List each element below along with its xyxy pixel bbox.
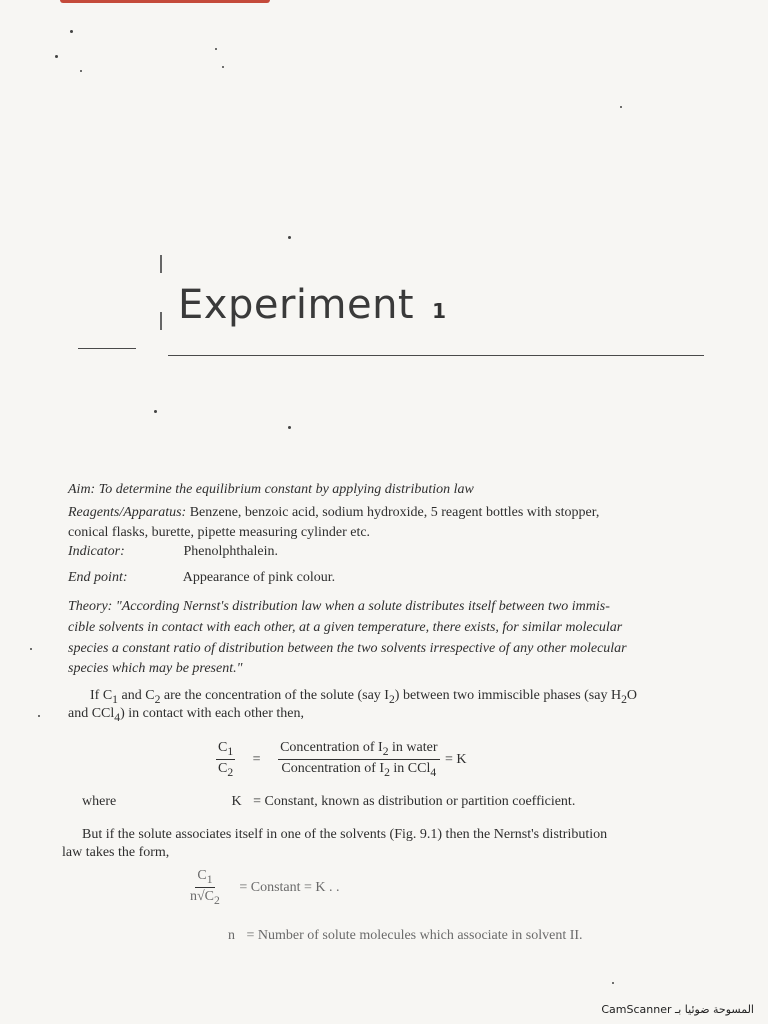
end-point-line bbox=[68, 570, 335, 586]
scan-speck bbox=[80, 70, 82, 72]
reagents-line-1 bbox=[68, 505, 599, 521]
scan-speck bbox=[38, 715, 40, 717]
scan-speck bbox=[30, 648, 32, 650]
experiment-heading bbox=[178, 282, 446, 328]
where-definition: = Constant, known as distribution or partition coefficient. bbox=[253, 794, 576, 809]
paragraph-1-line-1: If $C_1$ and $C_2$ are the concentration of the solute (say $I_2$) between two immiscible phases (say $H_2O$ bbox=[90, 688, 638, 706]
theory-text-1: "According Nernst's distribution law when a solute distributes itself between two immis- bbox=[115, 599, 610, 614]
scan-speck bbox=[288, 426, 291, 429]
scan-speck bbox=[154, 410, 157, 413]
concentration-fraction: $\frac{Concentration of I_2 in water}{Concentration of I_2 in CCl_4}$ bbox=[280, 740, 438, 779]
where-n-definition: = Number of solute molecules which associate in solvent II. bbox=[246, 928, 583, 943]
scan-speck bbox=[612, 982, 614, 984]
reagents-text-1: Benzene, benzoic acid, sodium hydroxide, 5 reagent bottles with stopper, bbox=[189, 505, 600, 520]
aim-text: To determine the equilibrium constant by applying distribution law bbox=[98, 482, 474, 497]
experiment-number: 1 bbox=[432, 299, 447, 323]
theory-line-1 bbox=[68, 599, 610, 615]
theory-label: Theory: bbox=[68, 599, 113, 614]
theory-line-2: cible solvents in contact with each other, at a given temperature, there exists, for similar molecular bbox=[68, 620, 623, 635]
page-title: Experiment bbox=[178, 282, 415, 328]
indicator-value: Phenolphthalein. bbox=[183, 544, 278, 559]
concentration-ratio: $\frac{C_1}{C_2}$ bbox=[218, 740, 234, 779]
where-n-symbol: n bbox=[228, 928, 235, 943]
theory-line-4: species which may be present." bbox=[68, 661, 243, 676]
heading-rule-short bbox=[78, 348, 136, 349]
association-fraction: $\frac{C_1}{n√C_2}$ bbox=[190, 868, 220, 907]
reagents-line-2 bbox=[68, 525, 370, 541]
reagents-label: Reagents/Apparatus: bbox=[68, 505, 187, 520]
equation-result: = K bbox=[445, 751, 467, 767]
association-result: = Constant = K . . bbox=[239, 879, 340, 895]
aim-label: Aim: bbox=[68, 482, 96, 497]
end-point-value: Appearance of pink colour. bbox=[182, 570, 336, 585]
scan-mark-vertical bbox=[160, 312, 162, 330]
where-label: where bbox=[82, 794, 117, 809]
paragraph-2-line-2: law takes the form, bbox=[62, 845, 170, 860]
aim-line bbox=[68, 482, 474, 498]
theory-line-3: species a constant ratio of distribution between the two solvents irrespective of any other molecular bbox=[68, 641, 627, 656]
heading-rule bbox=[168, 355, 704, 356]
scan-speck bbox=[55, 55, 58, 58]
scan-speck bbox=[222, 66, 224, 68]
paragraph-2-line-1: But if the solute associates itself in one of the solvents (Fig. 9.1) then the Nernst's distribution bbox=[82, 827, 608, 842]
reagents-text-2: conical flasks, burette, pipette measuring cylinder etc. bbox=[68, 525, 371, 540]
scan-mark-vertical bbox=[160, 255, 162, 273]
where-line bbox=[82, 794, 575, 810]
scan-speck bbox=[70, 30, 73, 33]
equals-sign: = bbox=[252, 751, 261, 767]
scan-speck bbox=[288, 236, 291, 239]
indicator-line bbox=[68, 544, 278, 560]
scan-speck bbox=[215, 48, 217, 50]
camscanner-watermark: CamScanner المسوحة ضوئيا بـ bbox=[601, 1003, 754, 1016]
page-top-edge bbox=[60, 0, 270, 3]
association-equation bbox=[188, 868, 340, 907]
indicator-label: Indicator: bbox=[68, 544, 125, 559]
end-point-label: End point: bbox=[68, 570, 128, 585]
scan-speck bbox=[620, 106, 622, 108]
distribution-equation bbox=[216, 740, 467, 779]
where-n-line bbox=[228, 928, 583, 944]
where-symbol: K bbox=[231, 794, 242, 809]
paragraph-1-line-2: and CCl$_4$) in contact with each other then, bbox=[68, 706, 304, 724]
